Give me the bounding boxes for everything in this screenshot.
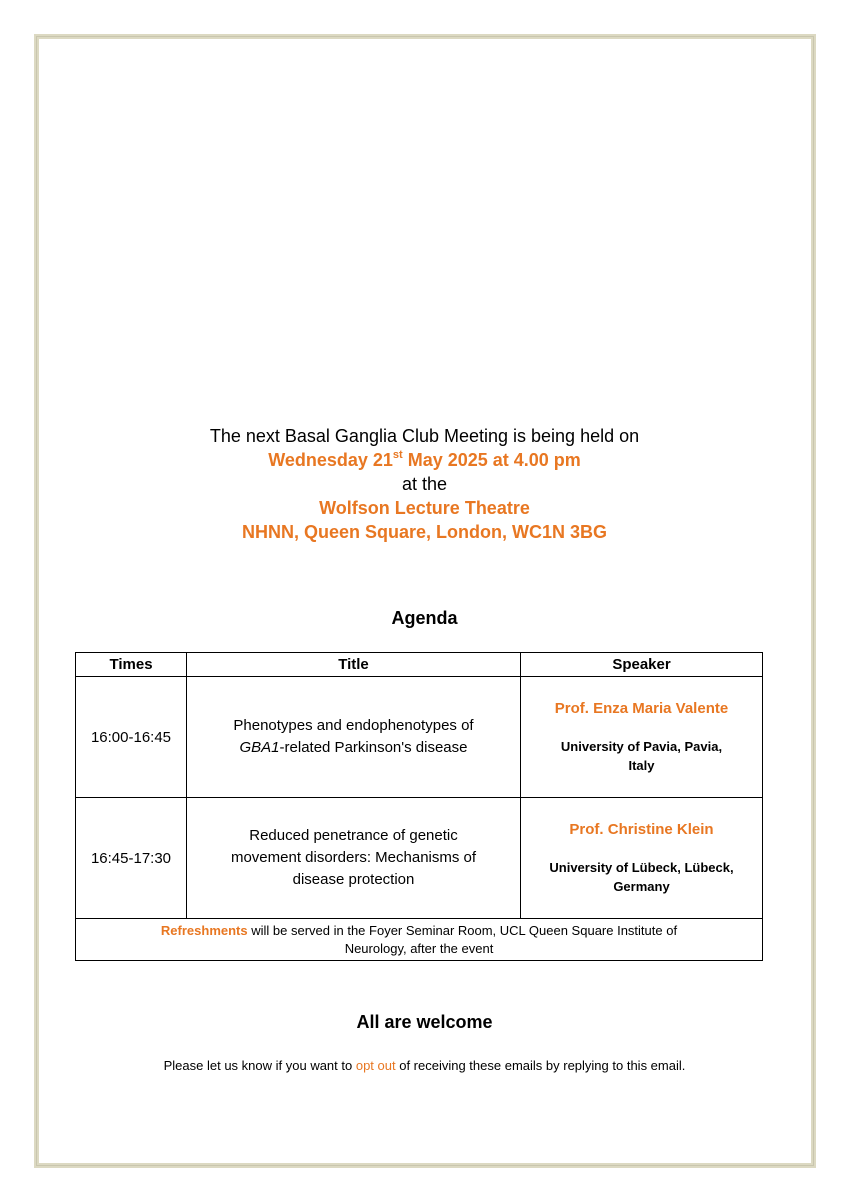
- refreshments-text: Neurology, after the event: [344, 940, 494, 956]
- row-speaker: [521, 677, 763, 798]
- optout-highlight: opt out: [355, 1058, 396, 1073]
- date-suffix: st: [392, 449, 403, 461]
- welcome-text: All are welcome: [356, 1012, 493, 1032]
- at-the-text: at the: [401, 474, 448, 494]
- optout-text: Please let us know if you want to: [163, 1058, 356, 1073]
- row-time: 16:00-16:45: [76, 677, 187, 798]
- venue-address: NHNN, Queen Square, London, WC1N 3BG: [241, 522, 608, 542]
- row-time: 16:45-17:30: [76, 798, 187, 919]
- refreshments-text: will be served in the Foyer Seminar Room, UCL Queen Square Institute of: [247, 922, 678, 938]
- agenda-heading: Agenda: [391, 608, 458, 628]
- header-speaker: Speaker: [521, 653, 763, 677]
- institution-line: Germany: [613, 878, 670, 894]
- row-title: [187, 677, 521, 798]
- speaker-name: Prof. Enza Maria Valente: [554, 699, 729, 717]
- title-line: disease protection: [292, 871, 415, 888]
- refreshments-note: [76, 919, 763, 961]
- institution-line: University of Lübeck, Lübeck,: [549, 859, 734, 875]
- title-line: movement disorders: Mechanisms of: [230, 849, 477, 866]
- title-rest: -related Parkinson's disease: [279, 739, 468, 756]
- table-header-row: [76, 653, 763, 677]
- intro-line: The next Basal Ganglia Club Meeting is being held on: [209, 426, 640, 446]
- row-speaker: [521, 798, 763, 919]
- agenda-table: [75, 652, 763, 961]
- table-row: [76, 677, 763, 798]
- venue-name: Wolfson Lecture Theatre: [319, 498, 530, 518]
- refreshments-highlight: Refreshments: [160, 922, 248, 938]
- header-title: Title: [187, 653, 521, 677]
- speaker-institution: [521, 737, 762, 775]
- table-row: [76, 798, 763, 919]
- title-line: [205, 737, 502, 759]
- speaker-institution: [521, 858, 762, 896]
- header-times: Times: [76, 653, 187, 677]
- institution-line: University of Pavia, Pavia,: [560, 738, 723, 754]
- title-line: Reduced penetrance of genetic: [249, 827, 458, 844]
- institution-line: Italy: [628, 757, 655, 773]
- gene-name: GBA1: [239, 739, 280, 756]
- building-photo-collage: [195, 70, 660, 380]
- optout-text: of receiving these emails by replying to this email.: [395, 1058, 686, 1073]
- date-part: Wednesday 21: [268, 450, 393, 470]
- speaker-name: Prof. Christine Klein: [569, 820, 714, 838]
- date-rest: May 2025 at 4.00 pm: [402, 450, 581, 470]
- refreshments-row: [76, 919, 763, 961]
- meeting-intro: [0, 424, 849, 544]
- title-line: Phenotypes and endophenotypes of: [233, 717, 474, 734]
- meeting-date: [0, 448, 849, 472]
- optout-note: [0, 1058, 849, 1073]
- row-title: [187, 798, 521, 919]
